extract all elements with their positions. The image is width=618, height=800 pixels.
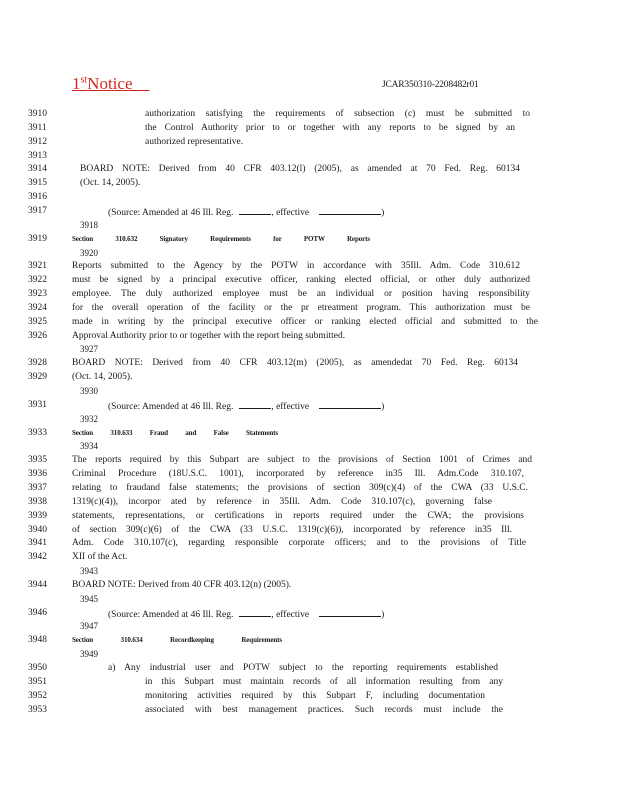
line-number: 3944 [28,579,47,590]
line-content: BOARD NOTE: Derived from 40 CFR 403.12(m) (2005), as amendedat 70 Fed. Reg. 60134 [72,358,518,369]
line-text [72,316,538,329]
line-number: 3937 [28,482,47,493]
document-line [0,593,618,606]
document-line [0,690,618,703]
line-content: BOARD NOTE: Derived from 40 CFR 403.12(n) (2005). [72,579,292,590]
line-number: 3946 [28,607,47,618]
document-line [0,399,618,412]
line-text [72,260,520,273]
document-line [0,468,618,481]
line-content: authorization satisfying the requirements of subsection (c) must be submitted to [145,109,530,119]
document-line [0,496,618,509]
line-number: 3922 [28,275,47,286]
line-text [72,468,524,481]
document-line [0,704,618,717]
line-text [80,413,98,426]
document-line [0,454,618,467]
line-content: Section 310.633 Fraud and False Statements [72,428,278,437]
line-text [72,537,526,550]
line-text [145,136,243,149]
line-text [80,343,98,356]
line-content: relating to fraudand false statements; the provisions of section 309(c)(4) of the CWA (33 U.S.C. [72,482,528,493]
line-text [80,620,98,633]
line-number: 3926 [28,330,47,341]
document-line [0,648,618,661]
line-text [72,288,530,301]
document-line [0,136,618,149]
line-content: (Oct. 14, 2005). [72,372,133,383]
line-text [72,579,291,592]
line-text [80,648,98,661]
line-content: must be signed by a principal executive officer, ranking elected official, or other duly authorized [72,275,530,286]
document-line [0,163,618,176]
line-content: 3934 [80,441,98,452]
line-content: 3947 [80,621,98,632]
line-content: (Source: Amended at 46 Ill. Reg. [108,207,234,218]
line-text [80,565,98,578]
line-text [108,205,384,220]
line-number: 3916 [28,192,47,203]
document-line [0,191,618,204]
line-content: authorized representative. [145,136,244,147]
line-content: XII of the Act. [72,552,128,563]
line-text [145,108,530,121]
line-number: 3919 [28,233,47,244]
section-heading-line [0,427,618,440]
line-text [72,482,528,495]
line-text [80,163,520,176]
line-number: 3910 [28,109,47,119]
line-text [145,690,485,703]
line-content: in this Subpart must maintain records of all information resulting from any [145,676,503,687]
line-content: monitoring activities required by this Subpart F, including documentation [145,690,485,701]
line-number: 3940 [28,524,47,535]
line-text [80,177,140,190]
section-heading-line [0,634,618,647]
line-text [145,122,515,135]
line-number: 3925 [28,316,47,327]
line-text [72,551,127,564]
line-number: 3913 [28,150,47,161]
line-number: 3950 [28,663,47,673]
line-content: a) Any industrial user and POTW subject to the reporting requirements established [108,663,498,673]
line-text [72,357,518,370]
line-content: 3932 [80,413,98,424]
effective-date-blank [319,399,381,409]
line-content: Adm. Code 310.107(c), regarding responsible corporate officers; and to the provisions of Title [72,538,526,549]
line-text [72,510,524,523]
line-number: 3912 [28,136,47,147]
line-content: employee. The duly authorized employee must be an individual or position having responsibility [72,289,530,300]
section-heading-line [0,233,618,246]
document-line [0,343,618,356]
document-line [0,620,618,633]
line-content: Section 310.634 Recordkeeping Requirements [72,636,282,645]
document-line [0,260,618,273]
closing-paren: ) [381,609,385,620]
document-line [0,122,618,135]
effective-label: , effective [271,401,310,412]
document-line [0,247,618,260]
document-id: JCAR350310-2208482r01 [382,80,479,90]
line-text [80,440,98,453]
line-text [108,662,498,675]
document-line [0,676,618,689]
line-content: The reports required by this Subpart are subject to the provisions of Section 1001 of Crimes and [72,455,532,466]
document-line [0,413,618,426]
document-line [0,177,618,190]
notice-superscript: st [80,74,88,86]
document-line [0,524,618,537]
line-content: for the overall operation of the facility or the pr etreatment program. This authorization must be [72,302,530,313]
line-text [72,496,492,509]
document-line [0,219,618,232]
document-line [0,150,618,163]
line-text [72,371,132,384]
document-line [0,371,618,384]
line-content: made in writing by the principal executive officer or ranking elected official and submitted to the [72,316,538,327]
line-number: 3923 [28,289,47,300]
line-content: 3943 [80,566,98,577]
document-line [0,108,618,121]
notice-number: 1 [72,74,81,93]
document-line [0,579,618,592]
line-content: 1319(c)(4)), incorpor ated by reference in 35Ill. Adm. Code 310.107(c), governing false [72,496,492,507]
effective-date-blank [319,607,381,617]
document-line [0,607,618,620]
line-number: 3939 [28,510,47,521]
section-heading [72,233,370,246]
section-heading [72,634,282,647]
line-number: 3936 [28,469,47,480]
line-text [72,330,345,343]
line-content: Reports submitted to the Agency by the POTW in accordance with 35Ill. Adm. Code 310.612 [72,261,520,272]
line-number: 3911 [28,122,47,133]
line-content: the Control Authority prior to or together with any reports to be signed by an [145,122,515,133]
document-line [0,565,618,578]
document-line [0,551,618,564]
line-content: 3927 [80,344,98,355]
line-number: 3935 [28,455,47,466]
line-number: 3952 [28,690,47,701]
line-text [108,607,384,622]
line-content: BOARD NOTE: Derived from 40 CFR 403.12(l) (2005), as amended at 70 Fed. Reg. 60134 [80,164,520,175]
document-line [0,537,618,550]
document-line [0,330,618,343]
document-line [0,662,618,675]
line-number: 3942 [28,552,47,563]
line-text [80,385,98,398]
line-number: 3933 [28,427,47,438]
line-content: associated with best management practices. Such records must include the [145,704,503,715]
line-text [80,219,98,232]
line-number: 3928 [28,358,47,369]
line-number: 3948 [28,635,47,646]
line-content: 3949 [80,649,98,660]
line-number: 3917 [28,205,47,216]
line-number: 3953 [28,704,47,715]
document-line [0,440,618,453]
line-text [72,302,530,315]
line-number: 3929 [28,372,47,383]
line-content: of section 309(c)(6) of the CWA (33 U.S.C. 1319(c)(6)), incorporated by reference in35 Ill. [72,524,512,535]
effective-date-blank [319,205,381,215]
effective-label: , effective [271,207,310,218]
document-line [0,274,618,287]
register-blank [239,205,271,215]
document-line [0,205,618,218]
line-number: 3914 [28,164,47,175]
line-text [80,593,98,606]
section-heading [72,427,278,440]
line-content: 3930 [80,386,98,396]
document-line [0,316,618,329]
register-blank [239,607,271,617]
line-text [72,524,512,537]
line-number: 3921 [28,261,47,272]
line-text [72,274,530,287]
line-number: 3951 [28,676,47,687]
document-line [0,357,618,370]
register-blank [239,399,271,409]
line-text [108,399,384,414]
document-line [0,482,618,495]
closing-paren: ) [381,401,385,412]
line-content: (Oct. 14, 2005). [80,178,141,189]
line-number: 3938 [28,496,47,507]
line-content: Approval Authority prior to or together with the report being submitted. [72,330,346,341]
line-number: 3941 [28,538,47,549]
line-text [80,247,98,260]
document-line [0,510,618,523]
line-content: 3945 [80,593,98,604]
line-text [145,704,503,717]
line-content: 3918 [80,219,98,230]
effective-label: , effective [271,609,310,620]
line-text [145,676,503,689]
notice-title [72,74,150,94]
document-line [0,288,618,301]
closing-paren: ) [381,207,385,218]
line-content: Section 310.632 Signatory Requirements for POTW Reports [72,234,370,243]
line-number: 3931 [28,399,47,410]
document-line [0,302,618,315]
line-content: Criminal Procedure (18U.S.C. 1001), incorporated by reference in35 Ill. Adm.Code 310.107, [72,469,524,480]
line-number: 3924 [28,302,47,313]
line-number: 3915 [28,178,47,189]
document-line [0,385,618,398]
line-text [72,454,532,467]
notice-label: Notice [87,74,133,93]
line-content: (Source: Amended at 46 Ill. Reg. [108,401,234,412]
line-content: (Source: Amended at 46 Ill. Reg. [108,609,234,620]
line-content: statements, representations, or certifications in reports required under the CWA; the provisions [72,510,524,521]
line-content: 3920 [80,247,98,258]
